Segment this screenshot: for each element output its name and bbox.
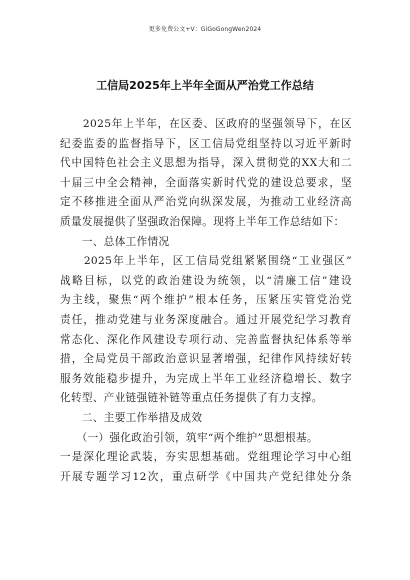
text-line: 责任，推动党建与业务深度融合。通过开展党纪学习教育 [60,313,352,326]
text-line: 服务效能稳步提升，为完成上半年工业经济稳增长、数字 [60,372,352,385]
text-line: 为主线，聚焦“两个维护”根本任务，压紧压实管党治党 [60,294,352,307]
text-line: 开展专题学习12次，重点研学《中国共产党纪律处分条 [60,470,352,483]
text-line: 2025年上半年，区工信局党组紧紧围绕“工业强区” [60,255,352,268]
document-body [60,115,352,487]
text-line: 代中国特色社会主义思想为指导，深入贯彻党的XX大和二 [60,157,352,170]
text-line: 十届三中全会精神，全面落实新时代党的建设总要求，坚 [60,176,352,189]
text-line: 战略目标，以党的政治建设为统领，以“清廉工信”建设 [60,274,352,287]
text-line: 质量发展提供了坚强政治保障。现将上半年工作总结如下： [60,215,345,228]
text-line: 定不移推进全面从严治党向纵深发展，为推动工业经济高 [60,196,352,209]
document-title: 工信局2025年上半年全面从严治党工作总结 [96,79,314,92]
text-line: 纪委监委的监督指导下，区工信局党组坚持以习近平新时 [60,137,352,150]
section-heading: 一、总体工作情况 [60,235,170,248]
text-line: 常态化、深化作风建设专项行动、完善监督执纪体系等举 [60,333,352,346]
paragraph [60,252,352,409]
text-line: 措，全局党员干部政治意识显著增强，纪律作风持续好转 [60,353,352,366]
section-heading: 二、主要工作举措及成效 [60,411,203,424]
header-note: 更多免费公文+V：GiGoGongWen2024 [148,26,262,33]
text-line: 一是深化理论武装，夯实思想基础。党组理论学习中心组 [60,451,352,464]
paragraph [60,115,352,233]
paragraph [60,448,352,487]
subsection-heading: （一）强化政治引领，筑牢“两个维护”思想根基。 [60,431,318,444]
text-line: 化转型、产业链强链补链等重点任务提供了有力支撑。 [60,392,323,405]
text-line: 2025年上半年，在区委、区政府的坚强领导下，在区 [60,118,352,130]
